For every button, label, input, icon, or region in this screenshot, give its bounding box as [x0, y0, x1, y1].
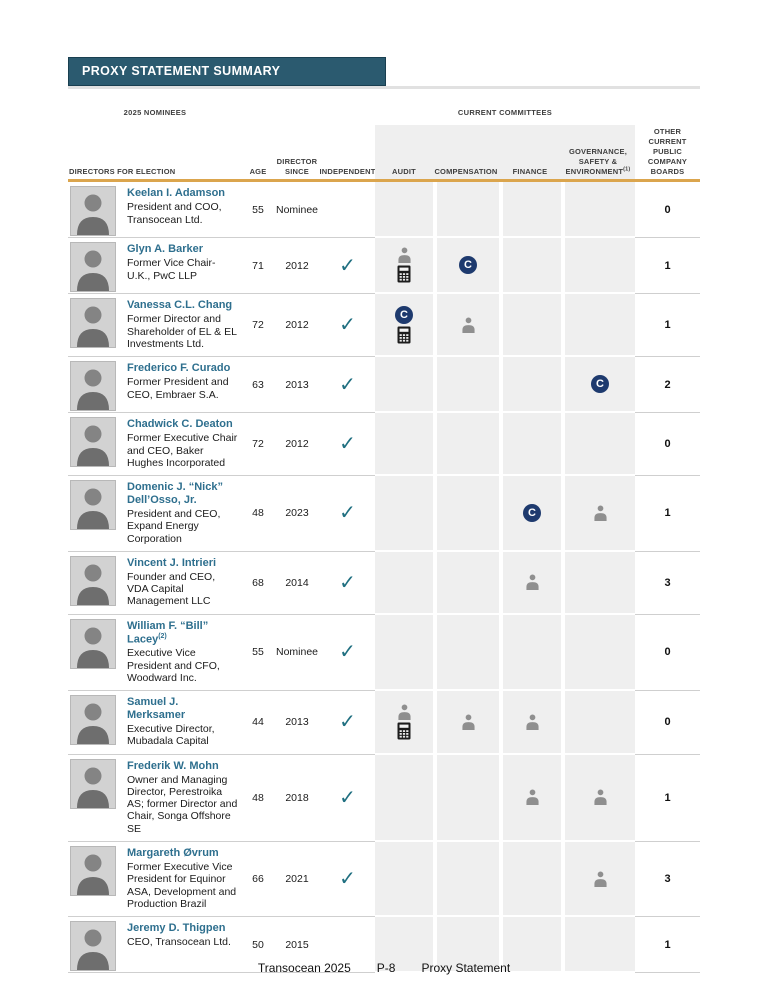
footer-brand: Transocean 2025 [257, 961, 351, 975]
committee-role-stack [396, 704, 413, 740]
committee-cell-governance [561, 552, 635, 615]
column-header-governance: GOVERNANCE, SAFETY & ENVIRONMENT$^{(1)}$ [561, 125, 635, 179]
committee-cell-compensation [433, 842, 499, 917]
headshot-silhouette-icon [71, 299, 115, 347]
committee-cell-audit [375, 691, 433, 755]
committee-cell-audit [375, 615, 433, 691]
committee-role-stack [524, 574, 541, 590]
committee-cell-compensation [433, 413, 499, 476]
director-since: 2023 [274, 476, 320, 552]
person-member-icon [592, 871, 609, 887]
committee-cell-finance [499, 182, 561, 238]
committee-role-stack [592, 871, 609, 887]
director-info-cell [118, 842, 242, 917]
headshot-silhouette-icon [71, 187, 115, 235]
committee-cell-compensation [433, 357, 499, 413]
committee-cell-finance [499, 238, 561, 294]
committee-cell-governance [561, 294, 635, 357]
committee-cell-audit [375, 294, 433, 357]
director-name[interactable] [127, 362, 230, 375]
group-header-2025-nominees: 2025 NOMINEES [123, 108, 187, 117]
other-boards-count: 3 [635, 842, 700, 917]
director-photo-cell [68, 615, 118, 691]
group-header-current-committees: CURRENT COMMITTEES [457, 108, 553, 117]
director-info-cell [118, 615, 242, 691]
committee-chair-icon: C [523, 504, 541, 522]
director-title: Former Vice Chair-U.K., PwC LLP [127, 257, 216, 282]
independent-cell [320, 357, 375, 413]
director-age: 48 [242, 476, 274, 552]
committee-chair-icon: C [591, 375, 609, 393]
director-photo-cell [68, 182, 118, 238]
committee-cell-governance [561, 182, 635, 238]
committee-role-stack [592, 505, 609, 521]
committee-cell-finance [499, 755, 561, 842]
committee-cell-governance [561, 476, 635, 552]
director-info-cell [118, 294, 242, 357]
director-name-text: Vanessa C.L. Chang [127, 299, 233, 312]
committee-role-stack [524, 714, 541, 730]
other-boards-count: 0 [635, 615, 700, 691]
director-photo-cell [68, 413, 118, 476]
director-name[interactable] [127, 760, 219, 773]
director-photo-cell [68, 842, 118, 917]
director-row [68, 182, 700, 238]
column-header-audit: AUDIT [375, 125, 433, 179]
headshot-silhouette-icon [71, 481, 115, 529]
director-info-cell [118, 182, 242, 238]
governance-footnote-marker: (1) [623, 166, 631, 173]
director-photo-cell [68, 552, 118, 615]
director-name[interactable] [127, 481, 238, 507]
committee-role-stack [523, 504, 541, 522]
director-since: 2012 [274, 294, 320, 357]
director-photo-cell [68, 476, 118, 552]
director-photo-cell [68, 755, 118, 842]
independent-check-icon: ✓ [339, 868, 356, 891]
committee-cell-governance [561, 691, 635, 755]
independent-cell [320, 413, 375, 476]
headshot-silhouette-icon [71, 696, 115, 744]
director-name-text: Frederik W. Mohn [127, 759, 219, 772]
committee-cell-finance [499, 691, 561, 755]
director-name[interactable] [127, 418, 233, 431]
director-name-text: Frederico F. Curado [127, 362, 231, 375]
director-title: Founder and CEO, VDA Capital Management LLC [127, 570, 216, 608]
committee-role-stack [592, 789, 609, 805]
committee-cell-audit [375, 357, 433, 413]
committee-cell-audit [375, 182, 433, 238]
director-info-cell [118, 755, 242, 842]
column-header-compensation: COMPENSATION [433, 125, 499, 179]
page-footer [0, 961, 768, 975]
director-name-text: Samuel J. Merksamer [127, 696, 186, 722]
director-photo [70, 417, 116, 467]
director-title: Former President and CEO, Embraer S.A. [127, 376, 229, 401]
director-photo [70, 480, 116, 530]
committee-cell-compensation [433, 691, 499, 755]
headshot-silhouette-icon [71, 418, 115, 466]
director-title: President and CEO, Expand Energy Corporation [127, 508, 221, 545]
page-title-text: PROXY STATEMENT SUMMARY [82, 64, 281, 78]
committee-role-stack [396, 247, 413, 283]
table-header [68, 108, 700, 182]
director-info-cell [118, 552, 242, 615]
director-photo [70, 619, 116, 669]
independent-cell [320, 476, 375, 552]
footer-page-number: P-8 [376, 961, 396, 975]
director-age: 44 [242, 691, 274, 755]
director-title: President and COO, Transocean Ltd. [127, 201, 222, 226]
person-member-icon [524, 789, 541, 805]
director-photo [70, 361, 116, 411]
headshot-silhouette-icon [71, 557, 115, 605]
director-age: 72 [242, 413, 274, 476]
person-member-icon [396, 704, 413, 720]
headshot-silhouette-icon [71, 620, 115, 668]
director-name[interactable] [127, 922, 225, 935]
committee-cell-audit [375, 476, 433, 552]
committee-cell-governance [561, 755, 635, 842]
financial-expert-calculator-icon [397, 722, 411, 740]
column-header-directors: DIRECTORS FOR ELECTION [69, 166, 176, 176]
independent-cell [320, 842, 375, 917]
director-name[interactable] [127, 696, 238, 722]
director-age: 71 [242, 238, 274, 294]
director-age: 48 [242, 755, 274, 842]
column-header-row [68, 125, 700, 179]
committee-cell-compensation [433, 238, 499, 294]
director-title: Former Director and Shareholder of EL & EL Investments Ltd. [127, 313, 237, 350]
director-age: 50 [242, 917, 274, 973]
person-member-icon [460, 714, 477, 730]
director-title: Owner and Managing Director, Perestroika AS; former Director and Chair, Songa Offshore SE [127, 773, 238, 835]
director-photo-cell [68, 294, 118, 357]
director-photo [70, 695, 116, 745]
headshot-silhouette-icon [71, 760, 115, 808]
director-name[interactable] [127, 847, 219, 860]
director-age: 63 [242, 357, 274, 413]
director-since: Nominee [274, 182, 320, 238]
director-since: 2018 [274, 755, 320, 842]
committee-role-stack [524, 789, 541, 805]
director-since: Nominee [274, 615, 320, 691]
director-name-text: Margareth Øvrum [127, 846, 219, 859]
other-boards-count: 0 [635, 691, 700, 755]
committee-cell-governance [561, 413, 635, 476]
director-since: 2013 [274, 357, 320, 413]
director-name-text: Vincent J. Intrieri [127, 556, 217, 569]
committee-cell-compensation [433, 615, 499, 691]
committee-cell-finance [499, 476, 561, 552]
committee-cell-audit [375, 755, 433, 842]
committee-chair-icon: C [459, 256, 477, 274]
director-since: 2021 [274, 842, 320, 917]
independent-cell [320, 755, 375, 842]
committee-role-stack [460, 317, 477, 333]
director-title: CEO, Transocean Ltd. [127, 936, 231, 949]
financial-expert-calculator-icon [397, 326, 411, 344]
director-name[interactable] [127, 299, 232, 312]
director-title: Former Executive Vice President for Equinor ASA, Development and Production Brazil [127, 860, 237, 910]
committee-cell-audit [375, 413, 433, 476]
committee-cell-governance [561, 357, 635, 413]
committee-role-stack [591, 375, 609, 393]
director-photo [70, 556, 116, 606]
independent-check-icon: ✓ [339, 314, 356, 337]
director-row [68, 476, 700, 552]
director-name[interactable] [127, 620, 238, 647]
committee-cell-compensation [433, 182, 499, 238]
director-info-cell [118, 413, 242, 476]
director-name-text: Jeremy D. Thigpen [127, 922, 226, 935]
title-divider [68, 86, 700, 89]
independent-check-icon: ✓ [339, 641, 356, 664]
director-since: 2015 [274, 917, 320, 973]
committee-cell-compensation [433, 552, 499, 615]
director-info-cell [118, 691, 242, 755]
person-member-icon [524, 574, 541, 590]
page-title [68, 57, 386, 86]
person-member-icon [396, 247, 413, 263]
director-title: Former Executive Chair and CEO, Baker Hughes Incorporated [127, 432, 238, 469]
director-row [68, 294, 700, 357]
committee-cell-audit [375, 842, 433, 917]
person-member-icon [592, 505, 609, 521]
column-header-age: AGE [249, 166, 267, 176]
director-row [68, 238, 700, 294]
director-info-cell [118, 238, 242, 294]
director-photo-cell [68, 357, 118, 413]
other-boards-count: 1 [635, 755, 700, 842]
column-header-other-boards: OTHER CURRENT PUBLIC COMPANY BOARDS [647, 127, 688, 176]
independent-cell [320, 552, 375, 615]
committee-role-stack [460, 714, 477, 730]
director-since: 2014 [274, 552, 320, 615]
headshot-silhouette-icon [71, 362, 115, 410]
committee-role-stack [395, 306, 413, 344]
independent-check-icon: ✓ [339, 433, 356, 456]
headshot-silhouette-icon [71, 243, 115, 291]
director-since: 2012 [274, 413, 320, 476]
director-row [68, 413, 700, 476]
director-since: 2013 [274, 691, 320, 755]
headshot-silhouette-icon [71, 847, 115, 895]
independent-check-icon: ✓ [339, 786, 356, 809]
director-age: 68 [242, 552, 274, 615]
independent-cell [320, 691, 375, 755]
director-name-text: William F. “Bill” Lacey [127, 619, 209, 646]
independent-check-icon: ✓ [339, 373, 356, 396]
person-member-icon [524, 714, 541, 730]
person-member-icon [592, 789, 609, 805]
name-footnote-marker: (2) [158, 632, 167, 640]
director-photo-cell [68, 691, 118, 755]
director-row [68, 615, 700, 691]
committee-cell-audit [375, 552, 433, 615]
committee-cell-governance [561, 615, 635, 691]
column-header-director-since: DIRECTOR SINCE [276, 156, 318, 176]
director-name-text: Glyn A. Barker [127, 243, 204, 256]
table-body [68, 182, 700, 973]
director-age: 66 [242, 842, 274, 917]
director-name-text: Keelan I. Adamson [127, 187, 226, 200]
other-boards-count: 1 [635, 238, 700, 294]
other-boards-count: 0 [635, 182, 700, 238]
director-since: 2012 [274, 238, 320, 294]
director-info-cell [118, 357, 242, 413]
director-photo [70, 846, 116, 896]
financial-expert-calculator-icon [397, 265, 411, 283]
independent-check-icon: ✓ [339, 254, 356, 277]
group-header-row [68, 108, 700, 125]
column-header-finance: FINANCE [499, 125, 561, 179]
committee-cell-finance [499, 552, 561, 615]
committee-cell-finance [499, 842, 561, 917]
independent-check-icon: ✓ [339, 711, 356, 734]
independent-cell [320, 182, 375, 238]
other-boards-count: 2 [635, 357, 700, 413]
footer-doc-name: Proxy Statement [421, 961, 511, 975]
committee-cell-governance [561, 842, 635, 917]
committee-cell-finance [499, 294, 561, 357]
independent-cell [320, 615, 375, 691]
director-title: Executive Vice President and CFO, Woodward Inc. [127, 647, 220, 684]
independent-check-icon: ✓ [339, 502, 356, 525]
director-info-cell [118, 476, 242, 552]
other-boards-count: 3 [635, 552, 700, 615]
director-photo [70, 759, 116, 809]
independent-cell [320, 294, 375, 357]
committee-cell-compensation [433, 294, 499, 357]
committee-cell-finance [499, 357, 561, 413]
director-photo [70, 186, 116, 236]
director-photo [70, 242, 116, 292]
committee-cell-governance [561, 238, 635, 294]
director-age: 55 [242, 615, 274, 691]
director-name[interactable] [127, 243, 203, 256]
other-boards-count: 1 [635, 294, 700, 357]
director-photo [70, 298, 116, 348]
director-row [68, 357, 700, 413]
independent-check-icon: ✓ [339, 571, 356, 594]
director-age: 55 [242, 182, 274, 238]
committee-cell-compensation [433, 755, 499, 842]
person-member-icon [460, 317, 477, 333]
independent-cell [320, 238, 375, 294]
director-row [68, 842, 700, 917]
committee-cell-finance [499, 615, 561, 691]
director-name[interactable] [127, 187, 225, 200]
director-row [68, 755, 700, 842]
director-title: Executive Director, Mubadala Capital [127, 723, 215, 748]
director-row [68, 691, 700, 755]
committee-cell-finance [499, 413, 561, 476]
other-boards-count: 1 [635, 917, 700, 973]
director-name-text: Domenic J. “Nick” Dell’Osso, Jr. [127, 481, 223, 507]
other-boards-count: 0 [635, 413, 700, 476]
committee-chair-icon: C [395, 306, 413, 324]
committee-role-stack [459, 256, 477, 274]
director-photo-cell [68, 238, 118, 294]
director-age: 72 [242, 294, 274, 357]
committee-cell-audit [375, 238, 433, 294]
column-header-independent: INDEPENDENT [319, 166, 376, 176]
committee-cell-compensation [433, 476, 499, 552]
director-name[interactable] [127, 557, 216, 570]
directors-table [68, 108, 700, 973]
other-boards-count: 1 [635, 476, 700, 552]
director-name-text: Chadwick C. Deaton [127, 418, 233, 431]
director-row [68, 552, 700, 615]
